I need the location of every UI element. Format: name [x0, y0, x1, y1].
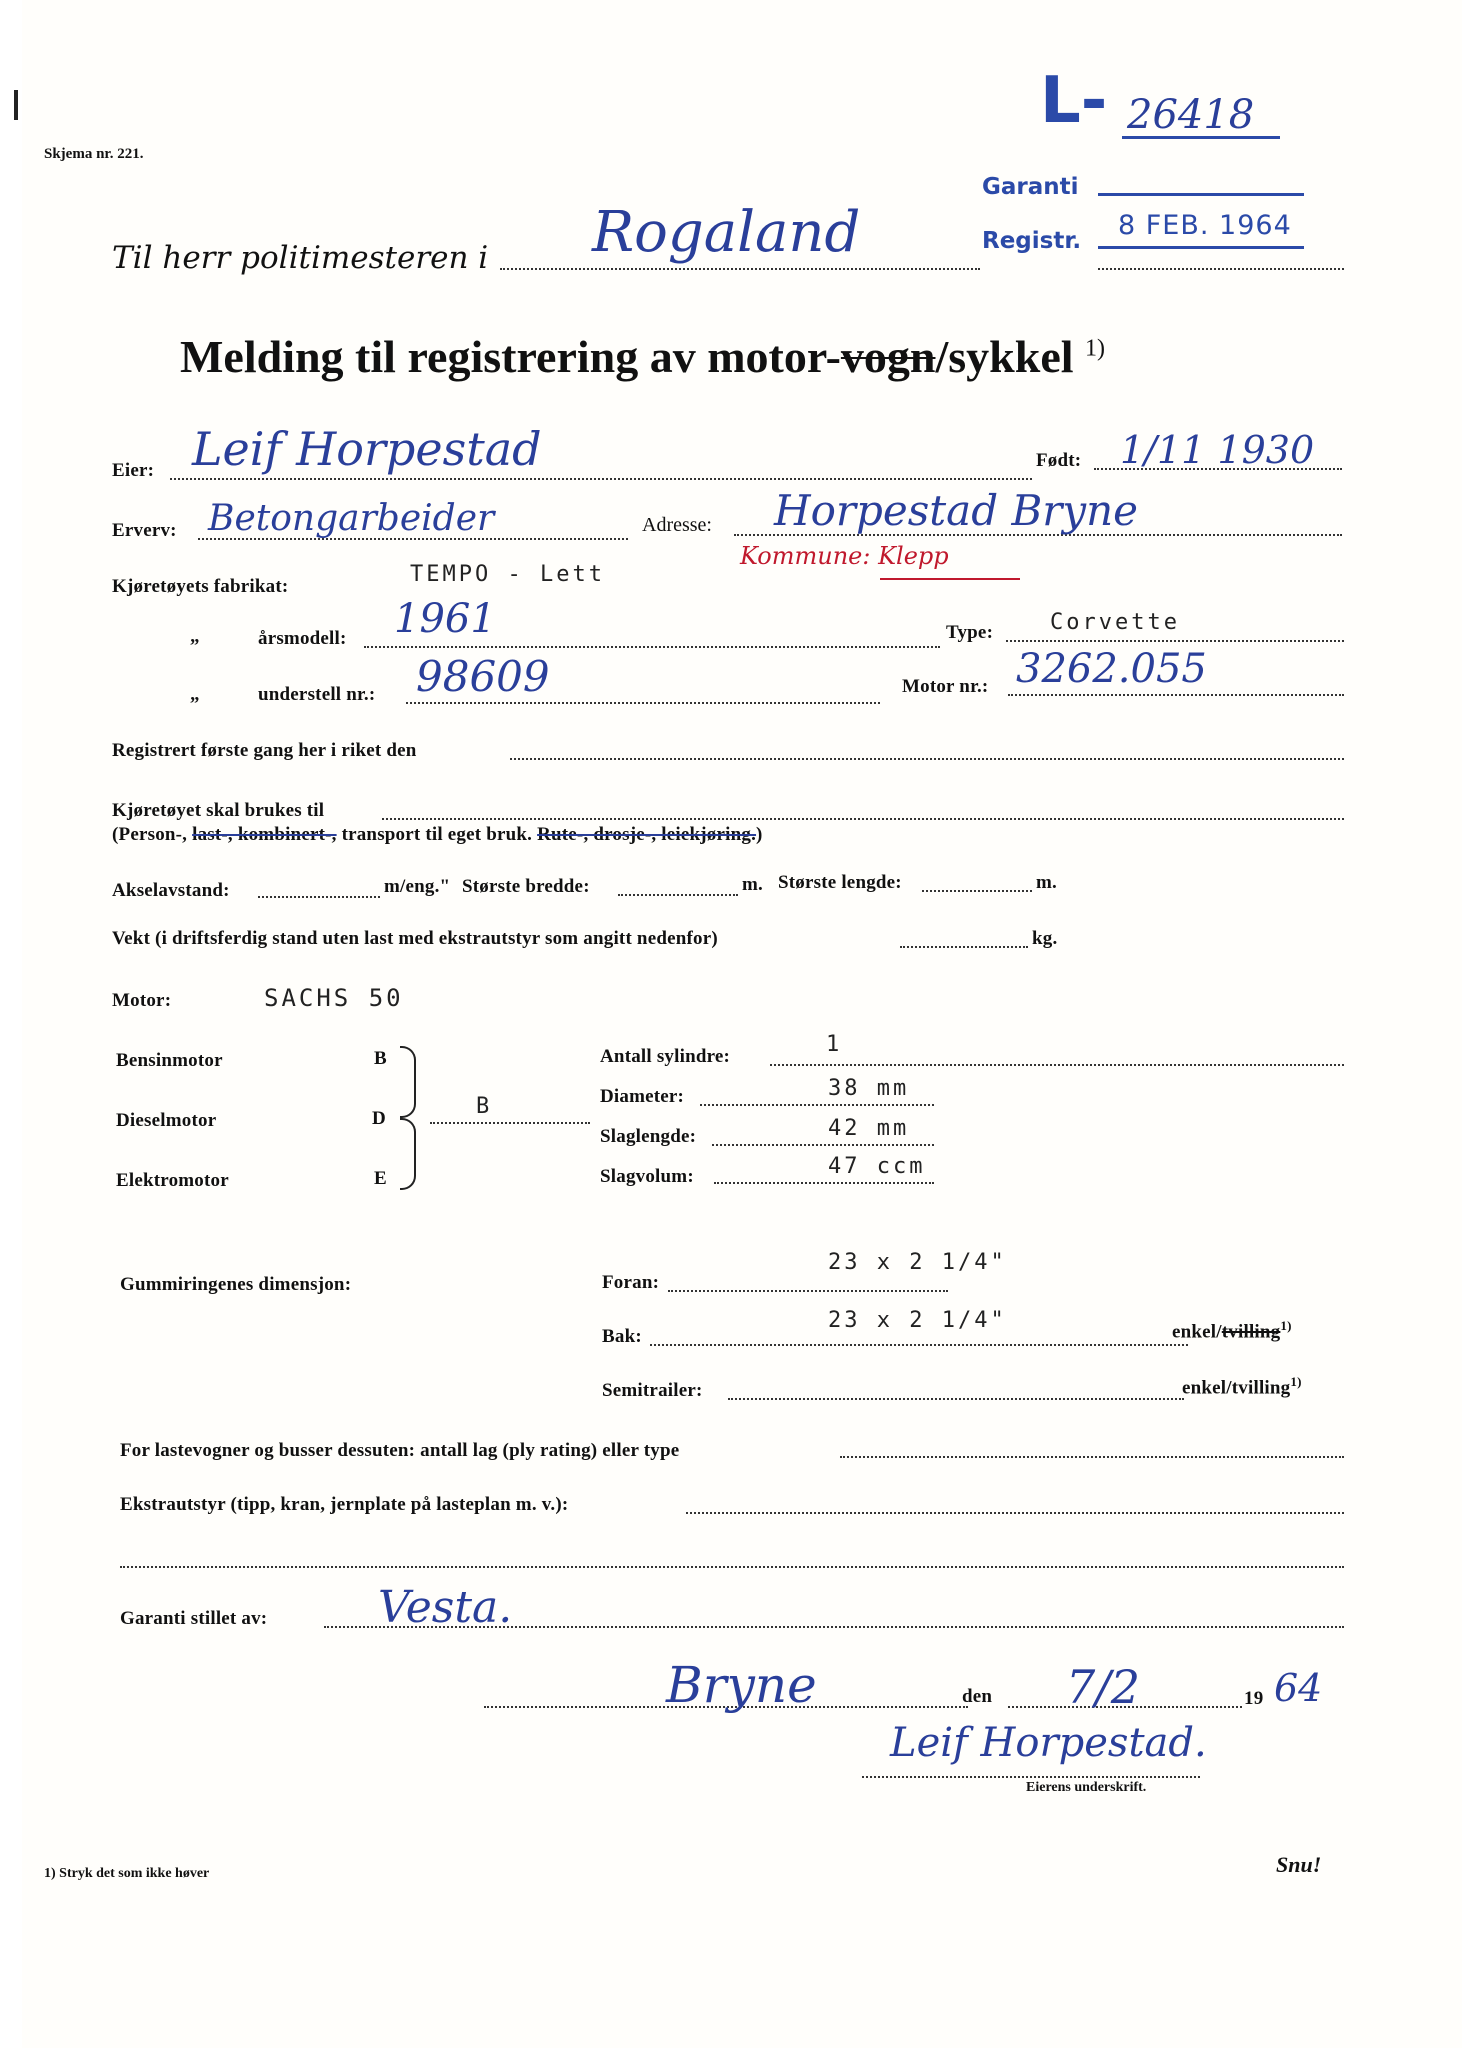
engine-no-label: Motor nr.: — [902, 676, 989, 697]
engine-kind-diesel: Dieselmotor — [116, 1110, 217, 1131]
guarantee-value: Vesta. — [378, 1582, 513, 1633]
signing-year-prefix: 19 — [1244, 1688, 1264, 1709]
tyres-rear-suffix — [1172, 1318, 1292, 1343]
tyres-front-label: Foran: — [602, 1272, 660, 1293]
registered-date: 8 FEB. 1964 — [1118, 210, 1292, 241]
usage-line — [382, 818, 1344, 820]
spec-cylinders-label: Antall sylindre: — [600, 1046, 731, 1067]
spec-volume-line — [714, 1182, 934, 1184]
axle-line — [258, 896, 380, 898]
footnote: 1) Stryk det som ikke høver — [44, 1866, 210, 1881]
spec-diameter-label: Diameter: — [600, 1086, 685, 1107]
spec-stroke-label: Slaglengde: — [600, 1126, 697, 1147]
engine-selected-code: B — [476, 1094, 493, 1119]
turn-over: Snu! — [1276, 1852, 1322, 1877]
motor-value: SACHS 50 — [264, 984, 404, 1012]
weight-unit: kg. — [1032, 928, 1058, 949]
tyres-front-value: 23 x 2 1/4" — [828, 1250, 1007, 1275]
chassis-line — [406, 702, 880, 704]
title-after: /sykkel — [935, 331, 1074, 382]
spec-volume-label: Slagvolum: — [600, 1166, 694, 1187]
reg-number-underline — [1122, 136, 1280, 139]
registered-stamp-line — [1098, 246, 1304, 249]
tyres-label: Gummiringenes dimensjon: — [120, 1274, 352, 1295]
guarantee-label: Garanti stillet av: — [120, 1608, 268, 1629]
page-title — [180, 330, 1105, 383]
tyres-rear-suffix-normal: enkel/ — [1172, 1321, 1222, 1343]
type-line — [1006, 640, 1344, 642]
guarantee-stamp-line — [1098, 193, 1304, 196]
type-value: Corvette — [1050, 610, 1180, 635]
title-before: Melding til registrering av motor- — [180, 331, 841, 382]
engine-no-value: 3262.055 — [1016, 646, 1207, 692]
make-value: TEMPO - Lett — [410, 562, 605, 587]
title-footnote-ref: 1) — [1085, 335, 1106, 362]
form-number: Skjema nr. 221. — [44, 146, 144, 162]
usage-hint-2: last-, kombinert-, — [192, 824, 337, 845]
model-year-value: 1961 — [394, 596, 496, 642]
signing-den-label: den — [962, 1686, 993, 1707]
addressee-line — [500, 268, 980, 270]
owner-label: Eier: — [112, 460, 155, 481]
reg-stamp: L- — [1040, 64, 1108, 138]
tyres-rear-line — [650, 1344, 1188, 1346]
corner-mark — [14, 90, 18, 120]
usage-hint — [112, 824, 763, 846]
spec-cylinders-value: 1 — [826, 1032, 843, 1057]
semitrailer-suffix-ref: 1) — [1290, 1374, 1302, 1389]
spec-diameter-line — [700, 1104, 934, 1106]
owner-value: Leif Horpestad — [192, 422, 542, 476]
address-label: Adresse: — [642, 514, 712, 536]
usage-hint-5: ) — [756, 824, 763, 845]
occupation-label: Erverv: — [112, 520, 177, 541]
equipment-label: Ekstrautstyr (tipp, kran, jernplate på lasteplan m. v.): — [120, 1494, 569, 1515]
signing-date: 7/2 — [1066, 1660, 1141, 1714]
engine-selected-line — [430, 1122, 590, 1124]
type-label: Type: — [946, 622, 994, 643]
title-struck: vogn — [840, 331, 936, 382]
usage-label: Kjøretøyet skal brukes til — [112, 800, 325, 821]
equipment-line — [686, 1512, 1344, 1514]
model-year-ditto: „ — [190, 626, 200, 647]
model-year-line — [364, 646, 940, 648]
motor-label: Motor: — [112, 990, 172, 1011]
chassis-label: understell nr.: — [258, 684, 376, 705]
weight-label: Vekt (i driftsferdig stand uten last med ekstrautstyr som angitt nedenfor) — [112, 928, 718, 949]
first-registered-label: Registrert første gang her i riket den — [112, 740, 417, 761]
length-line — [922, 890, 1032, 892]
engine-kind-petrol-code: B — [374, 1048, 387, 1069]
address-value: Horpestad Bryne — [774, 486, 1139, 535]
truck-label: For lastevogner og busser dessuten: antall lag (ply rating) eller type — [120, 1440, 680, 1461]
form-page — [22, 0, 1462, 2048]
registered-stamp-label: Registr. — [982, 228, 1082, 254]
signing-year-suffix: 64 — [1274, 1666, 1323, 1710]
occupation-value: Betongarbeider — [208, 498, 495, 539]
usage-hint-3: transport til eget bruk. — [341, 824, 533, 845]
model-year-label: årsmodell: — [258, 628, 347, 649]
spec-cylinders-line — [770, 1064, 1344, 1066]
addressee-prefix: Til herr politimesteren i — [112, 240, 489, 276]
spec-volume-value: 47 ccm — [828, 1154, 926, 1179]
chassis-value: 98609 — [416, 652, 550, 701]
semitrailer-suffix — [1182, 1374, 1302, 1399]
tyres-rear-suffix-struck: tvilling — [1221, 1321, 1281, 1343]
signature-line — [862, 1776, 1200, 1778]
length-label: Største lengde: — [778, 872, 902, 893]
make-label: Kjøretøyets fabrikat: — [112, 576, 289, 597]
spec-stroke-value: 42 mm — [828, 1116, 910, 1141]
engine-kind-brace-bottom — [400, 1118, 416, 1190]
semitrailer-suffix-text: enkel/tvilling — [1182, 1377, 1291, 1399]
usage-hint-1: (Person-, — [112, 824, 188, 845]
truck-line — [840, 1456, 1344, 1458]
reg-number: 26418 — [1127, 92, 1255, 138]
tyres-front-line — [668, 1290, 948, 1292]
guarantee-stamp-label: Garanti — [982, 174, 1079, 200]
weight-line — [900, 946, 1028, 948]
tyres-rear-label: Bak: — [602, 1326, 642, 1347]
width-label: Største bredde: — [462, 876, 590, 897]
spec-diameter-value: 38 mm — [828, 1076, 910, 1101]
equipment-line-2 — [120, 1566, 1344, 1568]
semitrailer-label: Semitrailer: — [602, 1380, 703, 1401]
tyres-rear-suffix-ref: 1) — [1280, 1318, 1292, 1333]
addressee-place: Rogaland — [592, 200, 861, 265]
owner-line — [170, 478, 1032, 480]
addressee-line-2 — [1098, 268, 1344, 270]
tyres-rear-value: 23 x 2 1/4" — [828, 1308, 1007, 1333]
municipality-underline — [880, 578, 1020, 580]
width-line — [618, 894, 738, 896]
first-registered-line — [510, 758, 1344, 760]
born-value: 1/11 1930 — [1120, 428, 1315, 472]
engine-kind-petrol: Bensinmotor — [116, 1050, 223, 1071]
spec-stroke-line — [712, 1144, 934, 1146]
signing-place: Bryne — [666, 1656, 817, 1714]
engine-kind-electric: Elektromotor — [116, 1170, 229, 1191]
municipality-note: Kommune: Klepp — [740, 542, 949, 570]
width-unit: m. — [742, 874, 763, 895]
signature-caption: Eierens underskrift. — [1026, 1780, 1147, 1795]
born-label: Født: — [1036, 450, 1082, 471]
axle-unit: m/eng." — [384, 876, 451, 897]
engine-kind-electric-code: E — [374, 1168, 387, 1189]
chassis-ditto: „ — [190, 684, 200, 705]
axle-label: Akselavstand: — [112, 880, 230, 901]
owner-signature: Leif Horpestad. — [890, 1720, 1207, 1766]
semitrailer-line — [728, 1398, 1184, 1400]
length-unit: m. — [1036, 872, 1057, 893]
engine-kind-brace-top — [400, 1046, 416, 1118]
usage-hint-4: Rute-, drosje-, leiekjøring. — [537, 824, 757, 845]
engine-no-line — [1008, 694, 1344, 696]
engine-kind-diesel-code: D — [372, 1108, 386, 1129]
